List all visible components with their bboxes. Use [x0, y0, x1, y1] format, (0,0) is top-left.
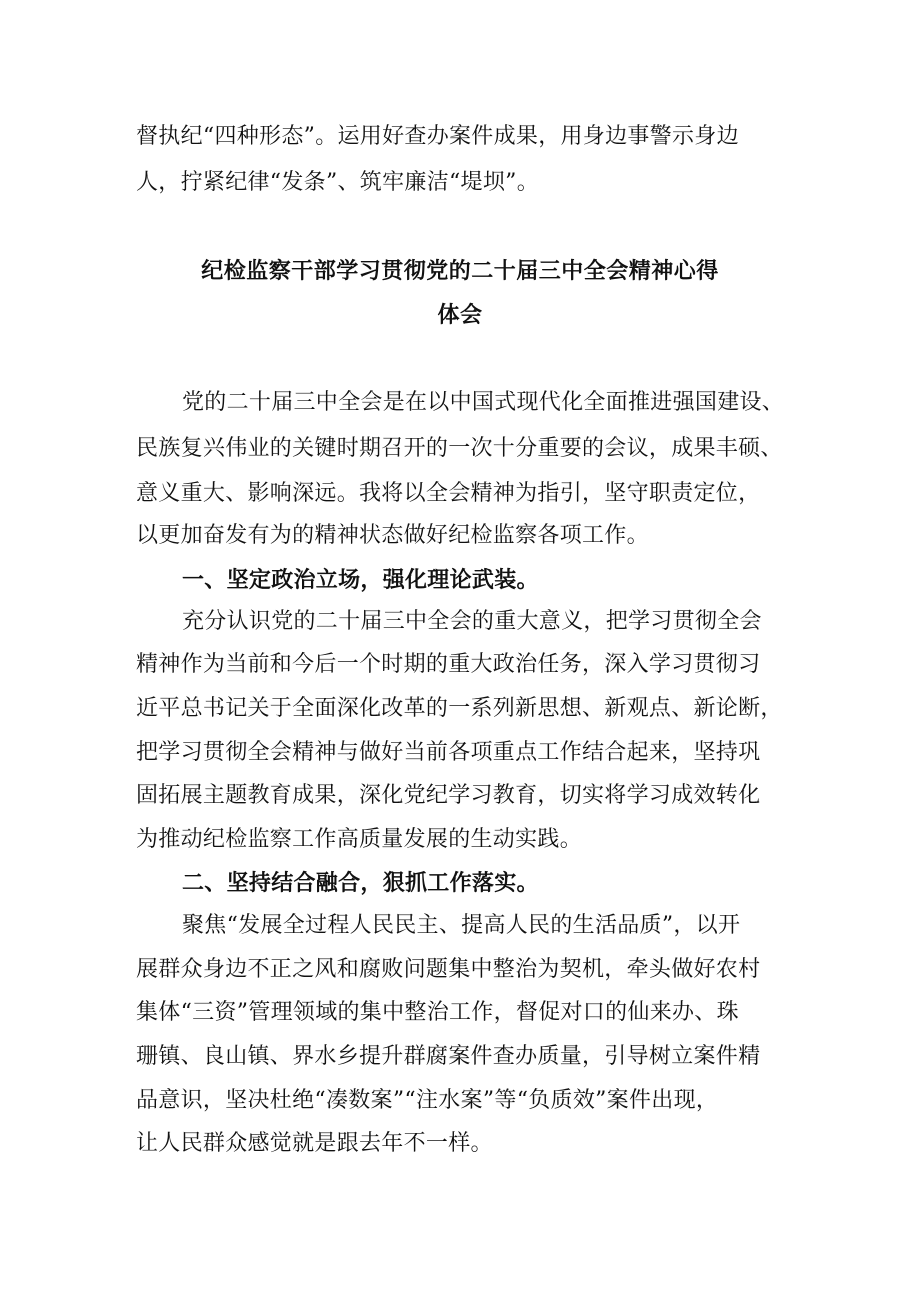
section2-line-6: 让人民群众感觉就是跟去年不一样。 — [136, 1131, 493, 1156]
section1-heading: 一、坚定政治立场，强化理论武装。 — [182, 567, 539, 593]
intro-line-2: 民族复兴伟业的关键时期召开的一次十分重要的会议，成果丰硕、 — [136, 436, 783, 461]
continuation-line-2: 人，拧紧纪律“发条”、筑牢廉洁“堤坝”。 — [136, 170, 539, 195]
section2-line-1: 聚焦“发展全过程人民民主、提高人民的生活品质”，以开 — [182, 913, 741, 938]
section2-line-2: 展群众身边不正之风和腐败问题集中整治为契机，牵头做好农村 — [136, 957, 761, 982]
section1-line-2: 精神作为当前和今后一个时期的重大政治任务，深入学习贯彻习 — [136, 652, 761, 677]
intro-line-1: 党的二十届三中全会是在以中国式现代化全面推进强国建设、 — [182, 390, 785, 415]
section1-line-6: 为推动纪检监察工作高质量发展的生动实践。 — [136, 827, 583, 852]
continuation-line-1: 督执纪“四种形态”。运用好查办案件成果，用身边事警示身边 — [136, 124, 739, 149]
section2-line-3: 集体“三资”管理领域的集中整治工作，督促对口的仙来办、珠 — [136, 1000, 739, 1025]
section1-line-5: 固拓展主题教育成果，深化党纪学习教育，切实将学习成效转化 — [136, 783, 761, 808]
section2-heading: 二、坚持结合融合，狠抓工作落实。 — [182, 870, 539, 896]
article-title-line-1: 纪检监察干部学习贯彻党的二十届三中全会精神心得 — [201, 258, 719, 284]
section1-line-1: 充分认识党的二十届三中全会的重大意义，把学习贯彻全会 — [182, 609, 762, 634]
article-title-line-2: 体会 — [437, 302, 483, 328]
intro-line-3: 意义重大、影响深远。我将以全会精神为指引，坚守职责定位， — [136, 481, 761, 506]
section1-line-4: 把学习贯彻全会精神与做好当前各项重点工作结合起来，坚持巩 — [136, 740, 761, 765]
section2-line-4: 珊镇、良山镇、界水乡提升群腐案件查办质量，引导树立案件精 — [136, 1044, 761, 1069]
section1-line-3: 近平总书记关于全面深化改革的一系列新思想、新观点、新论断， — [136, 696, 783, 721]
section2-line-5: 品意识，坚决杜绝“凑数案”“注水案”等“负质效”案件出现， — [136, 1088, 719, 1113]
intro-line-4: 以更加奋发有为的精神状态做好纪检监察各项工作。 — [136, 523, 649, 548]
